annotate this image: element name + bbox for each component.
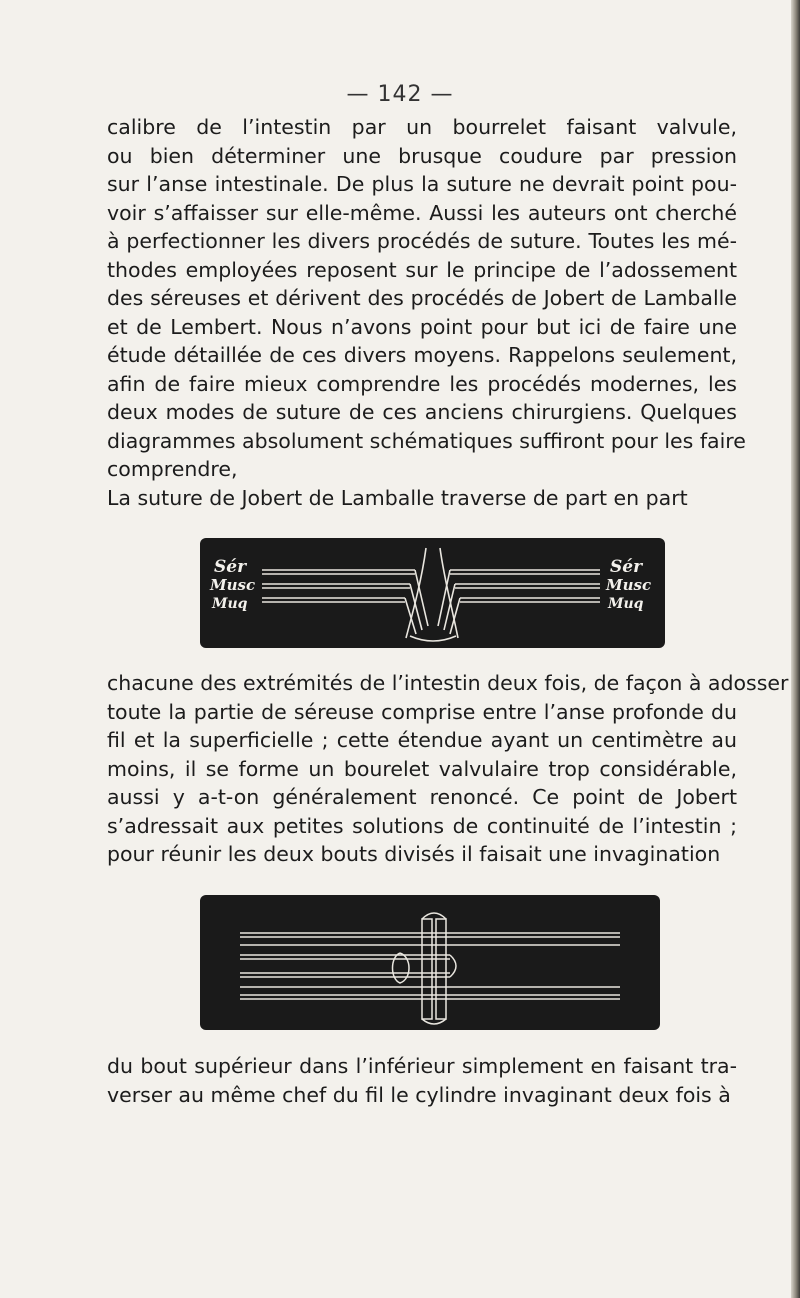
text-line: étude détaillée de ces divers moyens. Rappelons seulement,: [107, 343, 737, 367]
text-line: s’adressait aux petites solutions de continuité de l’intestin ;: [107, 813, 737, 838]
text-line: fil et la superficielle ; cette étendue ayant un centimètre au: [107, 728, 737, 752]
text-line: calibre de l’intestin par un bourrelet faisant valvule,: [107, 115, 737, 139]
figure-invagination: [200, 895, 660, 1030]
text-line: ou bien déterminer une brusque coudure par pression: [107, 143, 737, 168]
text-line: diagrammes absolument schématiques suffiront pour les faire: [107, 428, 746, 453]
text-line: thodes employées reposent sur le principe de l’adossement: [107, 257, 737, 282]
text-line: pour réunir les deux bouts divisés il faisait une invagination: [107, 842, 721, 866]
page-edge-shadow: [791, 0, 800, 1298]
right-label-musc: Musc: [606, 576, 652, 594]
paragraph-1: [107, 113, 746, 512]
text-line: chacune des extrémités de l’intestin deux fois, de façon à adosser: [107, 671, 789, 695]
text-line: voir s’affaisser sur elle-même. Aussi les auteurs ont cherché: [107, 200, 737, 225]
right-label-muq: Muq: [608, 596, 644, 612]
text-line: et de Lembert. Nous n’avons point pour but ici de faire une: [107, 314, 737, 339]
text-line: à perfectionner les divers procédés de suture. Toutes les mé-: [107, 229, 737, 253]
text-line: sur l’anse intestinale. De plus la suture ne devrait point pou-: [107, 172, 737, 196]
paragraph-3: [107, 1052, 737, 1109]
text-line: aussi y a-t-on généralement renoncé. Ce point de Jobert: [107, 785, 737, 809]
text-line: afin de faire mieux comprendre les procédés modernes, les: [107, 371, 737, 396]
text-line: comprendre,: [107, 457, 238, 481]
text-line: verser au même chef du fil le cylindre invaginant deux fois à: [107, 1082, 731, 1107]
text-line: La suture de Jobert de Lamballe traverse de part en part: [107, 485, 688, 510]
figure-1-diagram: [200, 538, 665, 648]
left-label-muq: Muq: [212, 596, 248, 612]
text-line: toute la partie de séreuse comprise entre l’anse profonde du: [107, 699, 737, 724]
figure-jobert-suture: [200, 538, 665, 648]
text-line: moins, il se forme un bourelet valvulaire trop considérable,: [107, 756, 737, 781]
right-label-ser: Sér: [610, 557, 643, 577]
text-line: du bout supérieur dans l’inférieur simplement en faisant tra-: [107, 1054, 737, 1078]
left-label-ser: Sér: [214, 557, 247, 577]
page-number: — 142 —: [346, 82, 454, 107]
left-label-musc: Musc: [210, 576, 256, 594]
figure-2-diagram: [200, 895, 660, 1030]
paragraph-2: [107, 669, 789, 869]
text-line: deux modes de suture de ces anciens chirurgiens. Quelques: [107, 400, 737, 424]
text-line: des séreuses et dérivent des procédés de Jobert de Lamballe: [107, 286, 737, 310]
